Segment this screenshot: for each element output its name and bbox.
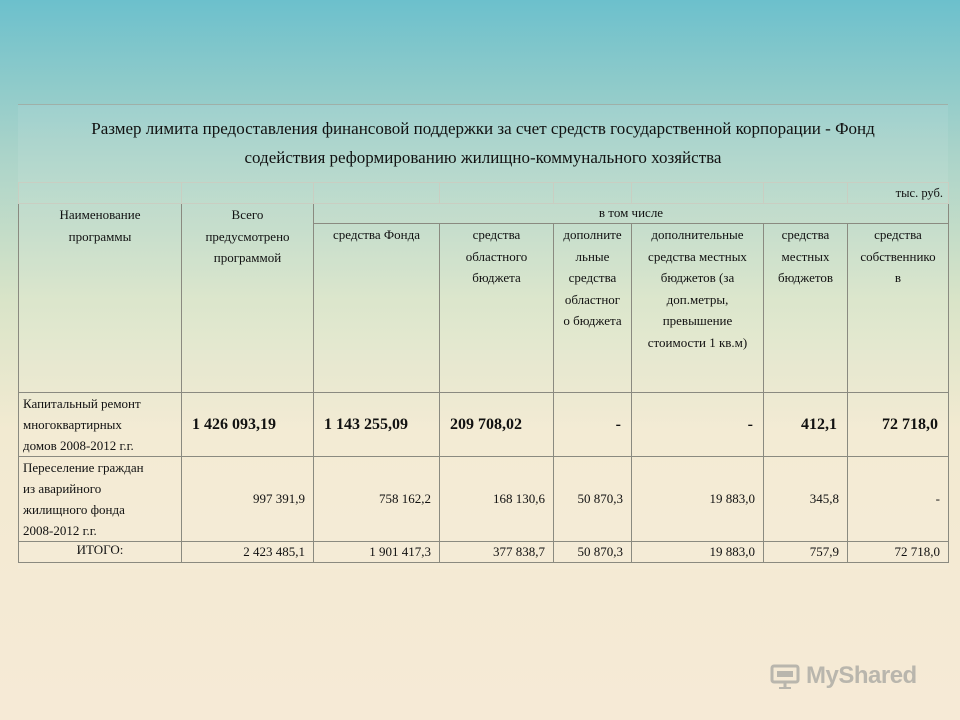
- row-name: Переселение граждан из аварийного жилищного фонда 2008-2012 г.г.: [19, 457, 182, 542]
- cell-regional: 209 708,02: [440, 393, 554, 457]
- cell-add-local: 19 883,0: [632, 457, 764, 542]
- watermark: [770, 656, 930, 696]
- cell-local: 412,1: [764, 393, 848, 457]
- cell-add-regional: -: [554, 393, 632, 457]
- cell-add-local: -: [632, 393, 764, 457]
- table-row: [19, 457, 949, 542]
- header-add-regional: дополните льные средства областног о бюджета: [554, 224, 632, 393]
- funding-table: [18, 182, 949, 563]
- presentation-board-icon: [770, 663, 800, 689]
- header-add-local: дополнительные средства местных бюджетов (за доп.метры, превышение стоимости 1 кв.м): [632, 224, 764, 393]
- total-regional: 377 838,7: [440, 542, 554, 563]
- document-title: [18, 104, 948, 182]
- header-total: Всего предусмотрено программой: [182, 204, 314, 393]
- total-total: 2 423 485,1: [182, 542, 314, 563]
- cell-local: 345,8: [764, 457, 848, 542]
- total-local: 757,9: [764, 542, 848, 563]
- total-add-regional: 50 870,3: [554, 542, 632, 563]
- header-owners: средства собственнико в: [848, 224, 949, 393]
- cell-owners: -: [848, 457, 949, 542]
- cell-fund: 1 143 255,09: [314, 393, 440, 457]
- title-line-2: содействия реформированию жилищно-коммунального хозяйства: [244, 148, 722, 167]
- watermark-text: MyShared: [806, 662, 917, 689]
- total-add-local: 19 883,0: [632, 542, 764, 563]
- cell-regional: 168 130,6: [440, 457, 554, 542]
- unit-label: тыс. руб.: [848, 183, 949, 204]
- row-name: Капитальный ремонт многоквартирных домов 2008-2012 г.г.: [19, 393, 182, 457]
- cell-total: 1 426 093,19: [182, 393, 314, 457]
- table-row: [19, 393, 949, 457]
- cell-fund: 758 162,2: [314, 457, 440, 542]
- header-regional: средства областного бюджета: [440, 224, 554, 393]
- total-fund: 1 901 417,3: [314, 542, 440, 563]
- header-fund: средства Фонда: [314, 224, 440, 393]
- total-label: ИТОГО:: [19, 542, 182, 563]
- header-name: Наименование программы: [19, 204, 182, 393]
- cell-add-regional: 50 870,3: [554, 457, 632, 542]
- total-row: [19, 542, 949, 563]
- header-in-total: в том числе: [314, 204, 949, 224]
- cell-total: 997 391,9: [182, 457, 314, 542]
- total-owners: 72 718,0: [848, 542, 949, 563]
- cell-owners: 72 718,0: [848, 393, 949, 457]
- header-local: средства местных бюджетов: [764, 224, 848, 393]
- title-line-1: Размер лимита предоставления финансовой поддержки за счет средств государственной корпорации - Фонд: [91, 119, 875, 138]
